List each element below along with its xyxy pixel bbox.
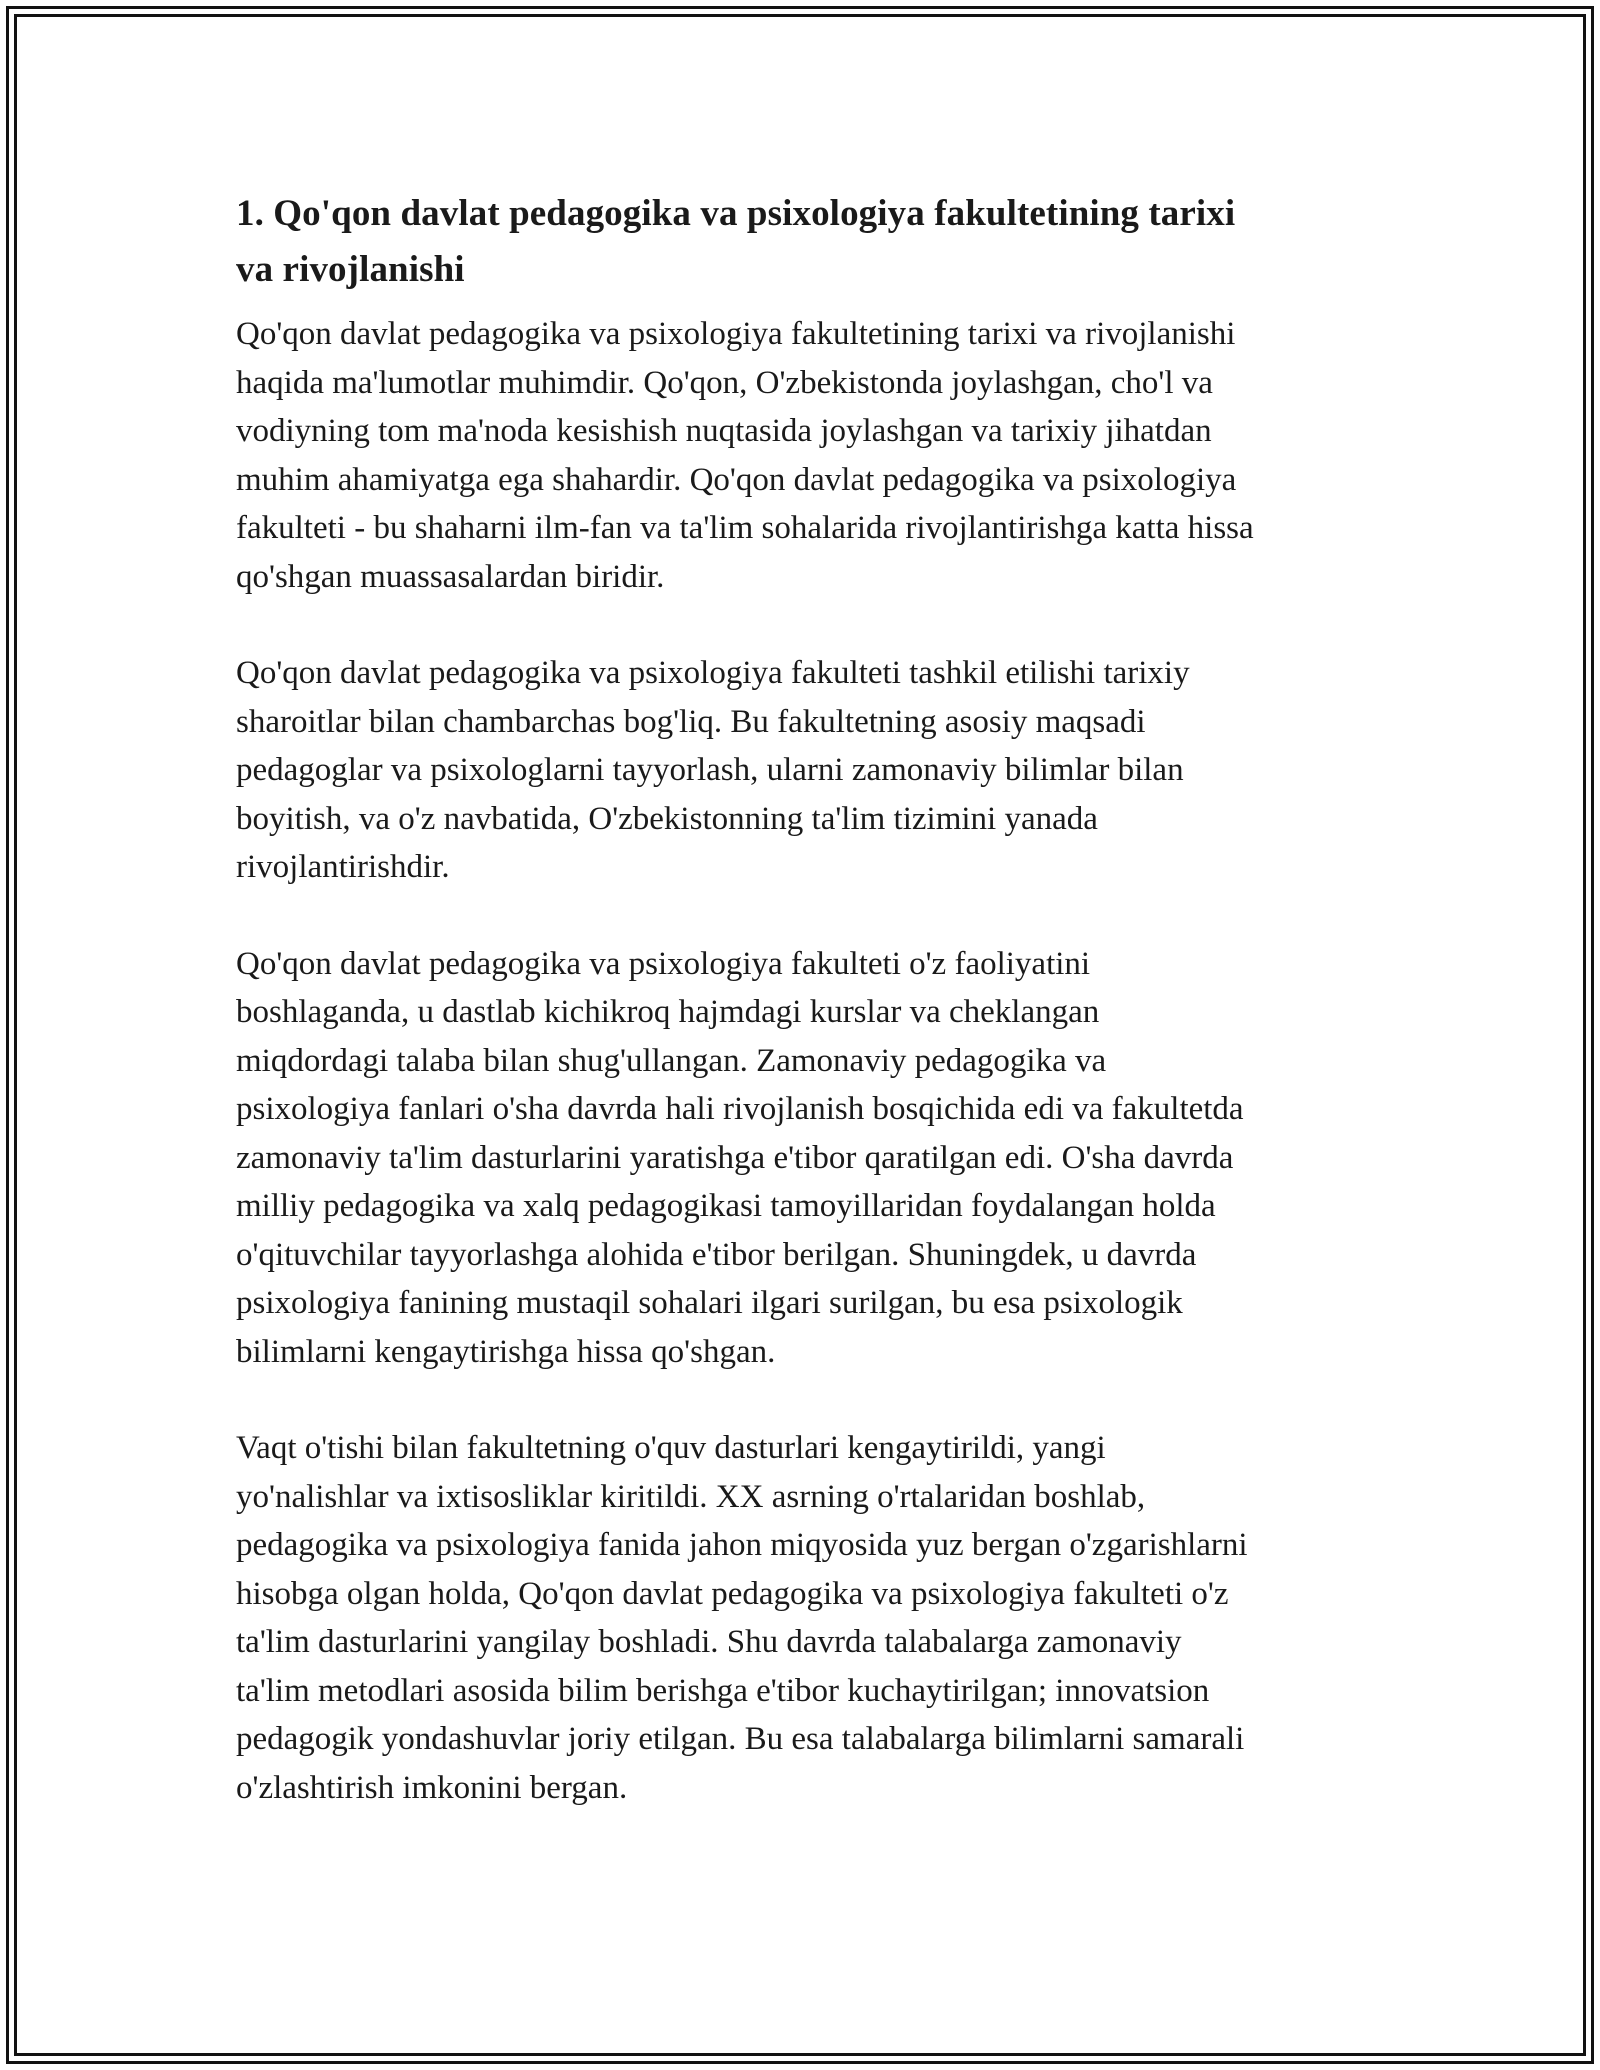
text-line: boyitish, va o'z navbatida, O'zbekistonning ta'lim tizimini yanada — [236, 800, 1098, 837]
text-line: Qo'qon davlat pedagogika va psixologiya fakultetining tarixi va rivojlanishi — [236, 316, 1236, 352]
text-line: o'zlashtirish imkonini bergan. — [236, 1769, 628, 1806]
text-line: ta'lim metodlari asosida bilim berishga e'tibor kuchaytirilgan; innovatsion — [236, 1672, 1210, 1709]
text-line: bilimlarni kengaytirishga hissa qo'shgan. — [236, 1333, 776, 1370]
text-line: miqdordagi talaba bilan shug'ullangan. Zamonaviy pedagogika va — [236, 1042, 1107, 1079]
text-line: Qo'qon davlat pedagogika va psixologiya fakulteti tashkil etilishi tarixiy — [236, 655, 1190, 691]
text-line: fakulteti - bu shaharni ilm-fan va ta'lim sohalarida rivojlantirishga katta hissa — [236, 510, 1254, 546]
text-line: milliy pedagogika va xalq pedagogikasi tamoyillaridan foydalangan holda — [236, 1188, 1216, 1224]
text-line: boshlaganda, u dastlab kichikroq hajmdagi kurslar va cheklangan — [236, 994, 1100, 1030]
text-line: o'qituvchilar tayyorlashga alohida e'tibor berilgan. Shuningdek, u davrda — [236, 1236, 1197, 1273]
text-line: Vaqt o'tishi bilan fakultetning o'quv dasturlari kengaytirildi, yangi — [236, 1430, 1106, 1466]
text-line: psixologiya fanlari o'sha davrda hali rivojlanish bosqichida edi va fakultetda — [236, 1091, 1244, 1127]
text-line: qo'shgan muassasalardan biridir. — [236, 558, 665, 595]
text-line: ta'lim dasturlarini yangilay boshladi. Shu davrda talabalarga zamonaviy — [236, 1624, 1182, 1660]
text-line: hisobga olgan holda, Qo'qon davlat pedagogika va psixologiya fakulteti o'z — [236, 1575, 1229, 1612]
text-line: pedagogik yondashuvlar joriy etilgan. Bu esa talabalarga bilimlarni samarali — [236, 1721, 1245, 1757]
text-line: haqida ma'lumotlar muhimdir. Qo'qon, O'zbekistonda joylashgan, cho'l va — [236, 364, 1213, 401]
page-title — [236, 186, 1376, 298]
text-line: sharoitlar bilan chambarchas bog'liq. Bu fakultetning asosiy maqsadi — [236, 703, 1146, 740]
paragraph-4 — [236, 1424, 1376, 1812]
text-line: psixologiya fanining mustaqil sohalari ilgari surilgan, bu esa psixologik — [236, 1285, 1183, 1321]
text-line: muhim ahamiyatga ega shahardir. Qo'qon davlat pedagogika va psixologiya — [236, 461, 1237, 498]
text-line: pedagoglar va psixologlarni tayyorlash, ularni zamonaviy bilimlar bilan — [236, 752, 1184, 788]
text-line: pedagogika va psixologiya fanida jahon miqyosida yuz bergan o'zgarishlarni — [236, 1527, 1248, 1563]
document-body — [236, 186, 1376, 1860]
text-line: rivojlantirishdir. — [236, 849, 450, 885]
text-line: zamonaviy ta'lim dasturlarini yaratishga e'tibor qaratilgan edi. O'sha davrda — [236, 1139, 1234, 1176]
text-line: yo'nalishlar va ixtisosliklar kiritildi. XX asrning o'rtalaridan boshlab, — [236, 1478, 1146, 1515]
text-line: Qo'qon davlat pedagogika va psixologiya fakulteti o'z faoliyatini — [236, 945, 1091, 982]
text-line: vodiyning tom ma'noda kesishish nuqtasida joylashgan va tarixiy jihatdan — [236, 413, 1212, 449]
paragraph-1 — [236, 310, 1376, 601]
title-line: va rivojlanishi — [236, 249, 465, 290]
title-line: 1. Qo'qon davlat pedagogika va psixologiya fakultetining tarixi — [236, 193, 1236, 234]
paragraph-3 — [236, 940, 1376, 1377]
paragraph-2 — [236, 649, 1376, 892]
